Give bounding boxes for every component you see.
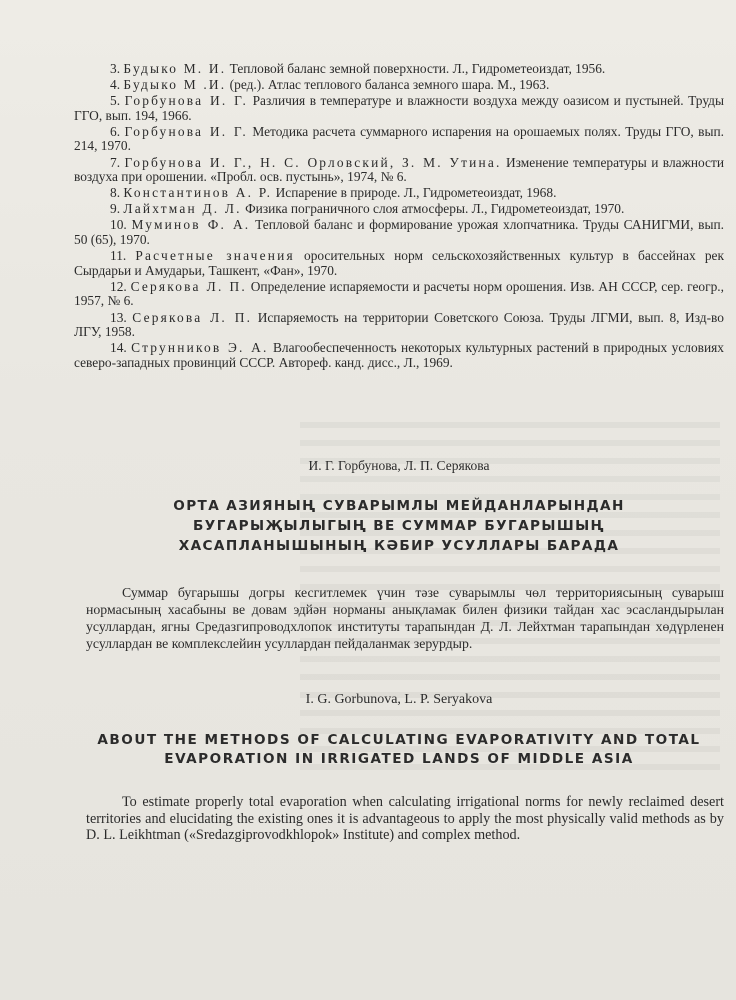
turkmen-abstract: Суммар бугарышы догры кесгитлемек үчин тәзе суварымлы чөл территориясының суварыш нормасының хасабыны ве довам эдйән норманы анықламак билен физики тайдан хас эсасландырылан усуллардан, ягны Средазгипроводхлопок институты тарапындан Д. Л. Лейхтман тарапындан хөдүрленен усуллардан ве комплекслейин усуллардан пейдаланмак зерурдыр.: [86, 584, 724, 651]
reference-item: [74, 78, 724, 93]
turkmen-title-line: ОРТА АЗИЯНЫҢ СУВАРЫМЛЫ МЕЙДАНЛАРЫНДАН: [173, 498, 625, 514]
reference-author: Серякова Л. П.: [130, 278, 247, 294]
reference-item: [74, 249, 724, 278]
reference-number: 4.: [110, 77, 121, 93]
reference-author: Расчетные значения: [135, 248, 295, 264]
reference-author: Будыко М .И.: [123, 77, 227, 93]
turkmen-title-line: ХАСАПЛАНЫШЫНЫҢ КӘБИР УСУЛЛАРЫ БАРАДА: [178, 538, 620, 554]
reference-item: [74, 202, 724, 217]
reference-text: Изменение температуры и влажности воздуха при орошении. «Пробл. осв. пустынь», 1974, № 6.: [74, 154, 724, 185]
reference-text: Испаряемость на территории Советского Союза. Труды ЛГМИ, вып. 8, Изд-во ЛГУ, 1958.: [74, 309, 724, 340]
reference-author: Муминов Ф. А.: [131, 217, 251, 233]
reference-number: 9.: [110, 201, 121, 217]
reference-author: Горбунова И. Г., Н. С. Орловский, З. М. Утина.: [124, 154, 502, 170]
reference-item: [74, 94, 724, 123]
reference-text: Различия в температуре и влажности воздуха между оазисом и пустыней. Труды ГГО, вып. 194, 1966.: [74, 93, 724, 123]
reference-item: [74, 341, 724, 370]
reference-author: Струнников Э. А.: [131, 340, 269, 356]
english-article-authors: I. G. Gorbunova, L. P. Seryakova: [305, 692, 493, 707]
reference-text: Определение испаряемости и расчеты норм орошения. Изв. АН СССР, сер. геогр., 1957, № 6.: [74, 278, 724, 309]
reference-number: 11.: [110, 248, 127, 264]
english-title-line: EVAPORATION IN IRRIGATED LANDS OF MIDDLE ASIA: [164, 751, 634, 767]
reference-item: [74, 280, 724, 309]
reference-author: Будыко М. И.: [123, 61, 227, 76]
reference-number: 10.: [110, 217, 127, 233]
reference-text: Испарение в природе. Л., Гидрометеоиздат, 1968.: [275, 185, 557, 201]
reference-number: 5.: [110, 93, 121, 109]
reference-text: Физика пограничного слоя атмосферы. Л., Гидрометеоиздат, 1970.: [245, 201, 625, 217]
reference-list: [74, 62, 724, 372]
turkmen-article-authors: И. Г. Горбунова, Л. П. Серякова: [308, 458, 490, 473]
reference-number: 8.: [110, 185, 121, 201]
reference-text: Тепловой баланс и формирование урожая хлопчатника. Труды САНИГМИ, вып. 50 (65), 1970.: [74, 217, 724, 248]
reference-text: (ред.). Атлас теплового баланса земного шара. М., 1963.: [229, 77, 550, 93]
reference-text: Методика расчета суммарного испарения на орошаемых полях. Труды ГГО, вып. 214, 1970.: [74, 123, 724, 154]
reference-item: [74, 311, 724, 340]
turkmen-title-line: БУГАРЫҖЫЛЫГЫҢ ВЕ СУММАР БУГАРЫШЫҢ: [193, 518, 605, 534]
english-article-title: [74, 731, 724, 769]
turkmen-article-title: [74, 496, 724, 556]
english-abstract: To estimate properly total evaporation when calculating irrigational norms for newly reclaimed desert territories and elucidating the existing ones it is advantageous to apply the most physically valid methods as by D. L. Leikhtman («Sredazgiprovodkhlopok» Institute) and complex method.: [86, 794, 724, 844]
reference-item: [74, 125, 724, 154]
reference-author: Горбунова И. Г.: [124, 93, 249, 109]
reference-number: 14.: [110, 340, 127, 356]
reference-author: Константинов А. Р.: [123, 185, 273, 201]
reference-item: [74, 186, 724, 201]
reference-item: [74, 218, 724, 247]
reference-number: 3.: [110, 61, 121, 76]
reference-number: 12.: [110, 278, 127, 294]
reference-author: Лайхтман Д. Л.: [123, 201, 242, 217]
reference-text: Влагообеспеченность некоторых культурных растений в природных условиях северо-западных провинций СССР. Автореф. канд. дисс., Л., 1969.: [74, 340, 724, 370]
english-title-line: ABOUT THE METHODS OF CALCULATING EVAPORATIVITY AND TOTAL: [97, 732, 701, 748]
reference-text: оросительных норм сельскохозяйственных культур в бассейнах рек Сырдарьи и Амударьи, Ташкент, «Фан», 1970.: [74, 248, 724, 278]
reference-number: 7.: [110, 154, 121, 170]
reference-item: [74, 156, 724, 185]
reference-number: 13.: [110, 309, 127, 325]
reference-author: Горбунова И. Г.: [124, 123, 248, 139]
reference-number: 6.: [110, 123, 121, 139]
reference-text: Тепловой баланс земной поверхности. Л., Гидрометеоиздат, 1956.: [229, 61, 606, 76]
reference-author: Серякова Л. П.: [132, 309, 253, 325]
reference-item: [74, 62, 724, 77]
